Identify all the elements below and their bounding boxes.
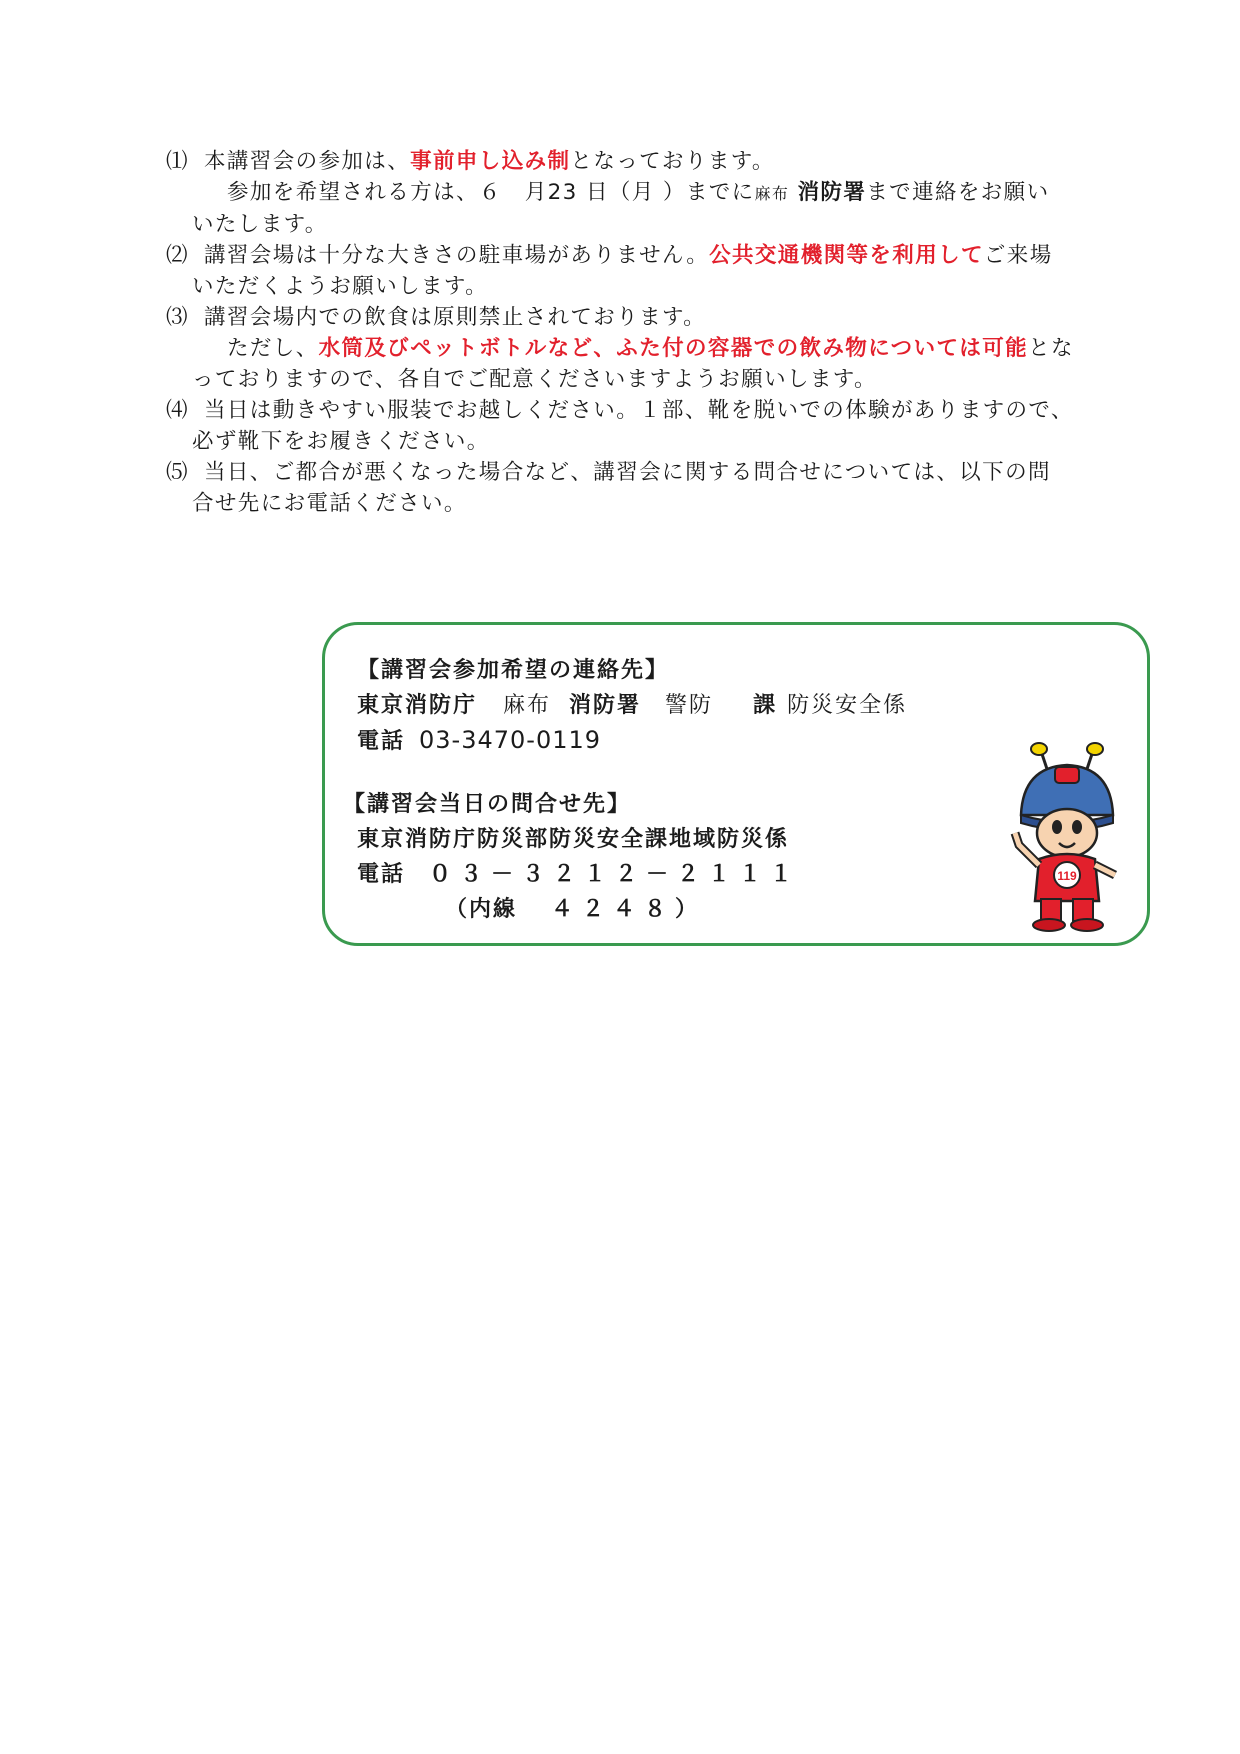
day-ext-number: ４２４８） [551,897,707,922]
note-line [204,302,1136,333]
note-body [192,240,1136,302]
registration-heading: 【講習会参加希望の連絡先】 [357,658,670,683]
note-text: 講習会場内での飲食は原則禁止されております。 [204,305,707,330]
note-number: ⑵ [166,243,188,268]
note-highlight: 水筒及びペットボトルなど、ふた付の容器での飲み物については可能 [318,336,1029,361]
note-text: いただくようお願いします。 [192,274,488,299]
note-text: っておりますので、各自でご配意くださいますようお願いします。 [192,367,877,392]
day-ext-label: （内線 [445,897,518,922]
note-line [192,426,1136,457]
mascot-badge: 119 [1057,869,1077,883]
note-item [166,457,1136,519]
registration-phone: 03-3470-0119 [419,726,602,754]
day-org: 東京消防庁防災部防災安全課地域防災係 [357,827,790,852]
note-item [166,302,1136,395]
note-text: 講習会場は十分な大きさの駐車場がありません。 [204,243,710,268]
note-station-name: 麻布 [754,184,790,203]
note-text: 必ず靴下をお履きください。 [192,429,490,454]
note-text: 本講習会の参加は、 [204,149,411,174]
note-text: 当日、ご都合が悪くなった場合など、講習会に関する問合せについては、以下の問 [204,460,1051,485]
note-body [192,302,1136,395]
day-phone: ０３－３２１２－２１１１ [429,862,802,887]
note-text: とな [1028,336,1074,361]
day-heading: 【講習会当日の問合せ先】 [343,792,632,817]
note-body [192,146,1136,240]
note-bold: 消防署 [797,180,867,205]
registration-phone-line [357,723,907,758]
note-text: 合せ先にお電話ください。 [192,491,467,516]
note-line [204,395,1136,426]
registration-station: 消防署 [569,693,642,718]
day-phone-line [357,857,801,892]
note-text: 参加を希望される方は、６ 月23 日（月 ）までに [227,180,755,205]
note-line [204,333,1136,364]
day-phone-label: 電話 [357,862,406,887]
note-body [192,457,1136,519]
notes-list [166,146,1136,519]
note-line [204,457,1136,488]
note-number: ⑶ [166,305,188,330]
note-number: ⑸ [166,460,188,485]
note-line [192,364,1136,395]
note-line [192,209,1136,240]
note-line [204,146,1136,177]
contact-box [322,622,1150,946]
note-highlight: 事前申し込み制 [410,149,571,174]
fire-department-mascot-icon [1005,737,1125,933]
registration-unit: 防災安全係 [787,693,908,718]
registration-section-b: 課 [753,693,778,718]
note-text: まで連絡をお願い [866,180,1050,205]
note-text: いたします。 [192,212,328,237]
note-line [192,488,1136,519]
note-body [192,395,1136,457]
registration-section-a: 警防 [665,693,714,718]
day-contact [343,787,802,927]
registration-station-name: 麻布 [503,693,552,718]
note-text: ご来場 [983,243,1053,268]
registration-contact [357,653,907,758]
note-number: ⑴ [166,149,188,174]
note-line [204,177,1136,209]
note-highlight: 公共交通機関等を利用して [709,243,984,268]
note-text: となっております。 [570,149,775,174]
note-item [166,146,1136,240]
note-line [192,271,1136,302]
day-extension-line [357,892,801,927]
note-line [204,240,1136,271]
note-text [789,180,797,205]
note-number: ⑷ [166,398,188,423]
registration-office [357,688,907,723]
note-text: ただし、 [227,336,319,361]
registration-phone-label: 電話 [357,729,406,754]
note-item [166,240,1136,302]
note-item [166,395,1136,457]
note-text: 当日は動きやすい服装でお越しください。１部、靴を脱いでの体験がありますので、 [204,398,1074,423]
registration-org: 東京消防庁 [357,693,478,718]
